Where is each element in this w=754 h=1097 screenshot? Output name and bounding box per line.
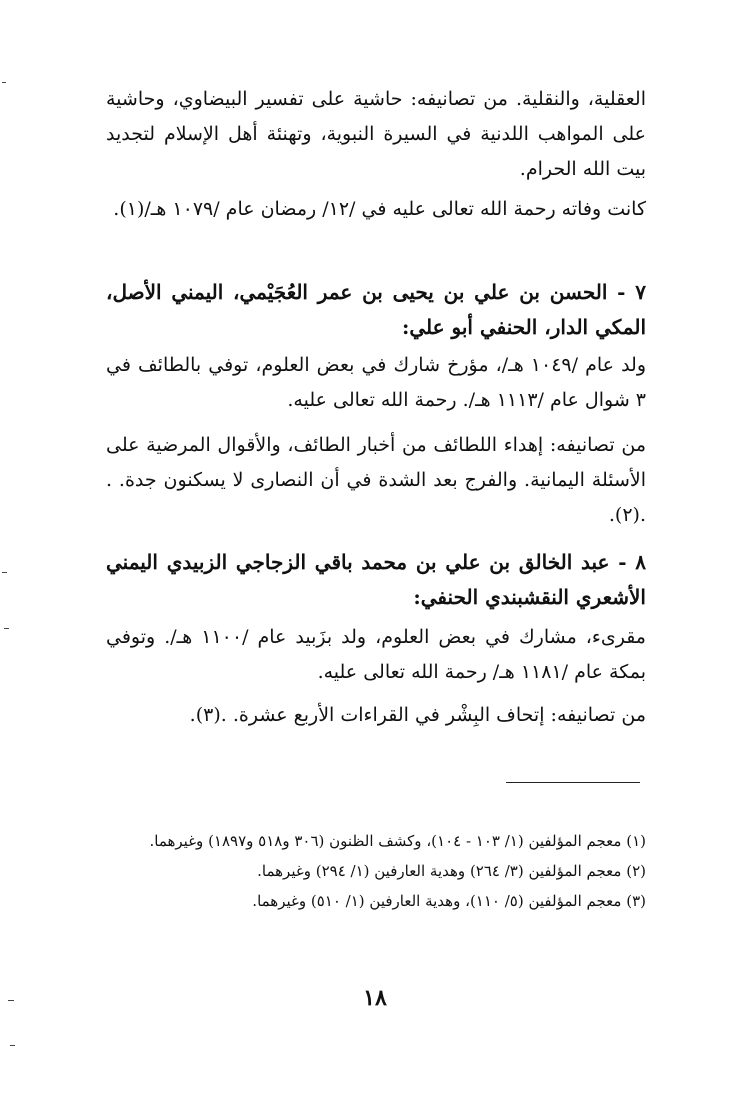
footnotes — [101, 828, 646, 918]
scan-margin-mark — [4, 628, 9, 629]
paragraph-entry-8-works: من تصانيفه: إتحاف البِشْر في القراءات الأربع عشرة. .(٣). — [189, 704, 646, 726]
footnote-separator — [506, 782, 640, 783]
scan-margin-mark — [8, 1000, 14, 1001]
paragraph-death-date: كانت وفاته رحمة الله تعالى عليه في /١٢/ رمضان عام /١٠٧٩ هـ/(١). — [113, 198, 646, 220]
entry-heading-8: ٨ - عبد الخالق بن علي بن محمد باقي الزجاجي الزبيدي اليمني الأشعري النقشبندي الحنفي: — [106, 550, 646, 609]
paragraph-continuation: العقلية، والنقلية. من تصانيفه: حاشية على تفسير البيضاوي، وحاشية على المواهب اللدنية في السيرة النبوية، وتهنئة أهل الإسلام لتجديد بيت الله الحرام. — [106, 88, 646, 180]
paragraph-entry-8-bio: مقرىء، مشارك في بعض العلوم، ولد بزَبيد عام /١١٠٠ هـ/. وتوفي بمكة عام /١١٨١ هـ/ رحمة الله تعالى عليه. — [106, 626, 646, 683]
paragraph-entry-7-works: من تصانيفه: إهداء اللطائف من أخبار الطائف، والأقوال المرضية على الأسئلة اليمانية. والفرج بعد الشدة في أن النصارى لا يسكنون جدة. . .(٢). — [106, 434, 646, 526]
paragraph-entry-7-bio: ولد عام /١٠٤٩ هـ/، مؤرخ شارك في بعض العلوم، توفي بالطائف في ٣ شوال عام /١١١٣ هـ/. رحمة الله تعالى عليه. — [106, 354, 647, 411]
page-number: ١٨ — [363, 985, 387, 1011]
footnote-2: (٢) معجم المؤلفين (٣/ ٢٦٤) وهدية العارفين (١/ ٢٩٤) وغيرهما. — [257, 862, 646, 880]
scan-margin-mark — [10, 1045, 15, 1046]
footnote-1: (١) معجم المؤلفين (١/ ١٠٣ - ١٠٤)، وكشف الظنون (٣٠٦ و٥١٨ و١٨٩٧) وغيرهما. — [149, 832, 646, 850]
scan-margin-mark — [2, 572, 7, 573]
scan-margin-mark — [2, 82, 6, 83]
footnote-3: (٣) معجم المؤلفين (٥/ ١١٠)، وهدية العارفين (١/ ٥١٠) وغيرهما. — [252, 892, 646, 910]
entry-heading-7: ٧ - الحسن بن علي بن يحيى بن عمر العُجَيْمي، اليمني الأصل، المكي الدار، الحنفي أبو علي: — [106, 280, 646, 339]
